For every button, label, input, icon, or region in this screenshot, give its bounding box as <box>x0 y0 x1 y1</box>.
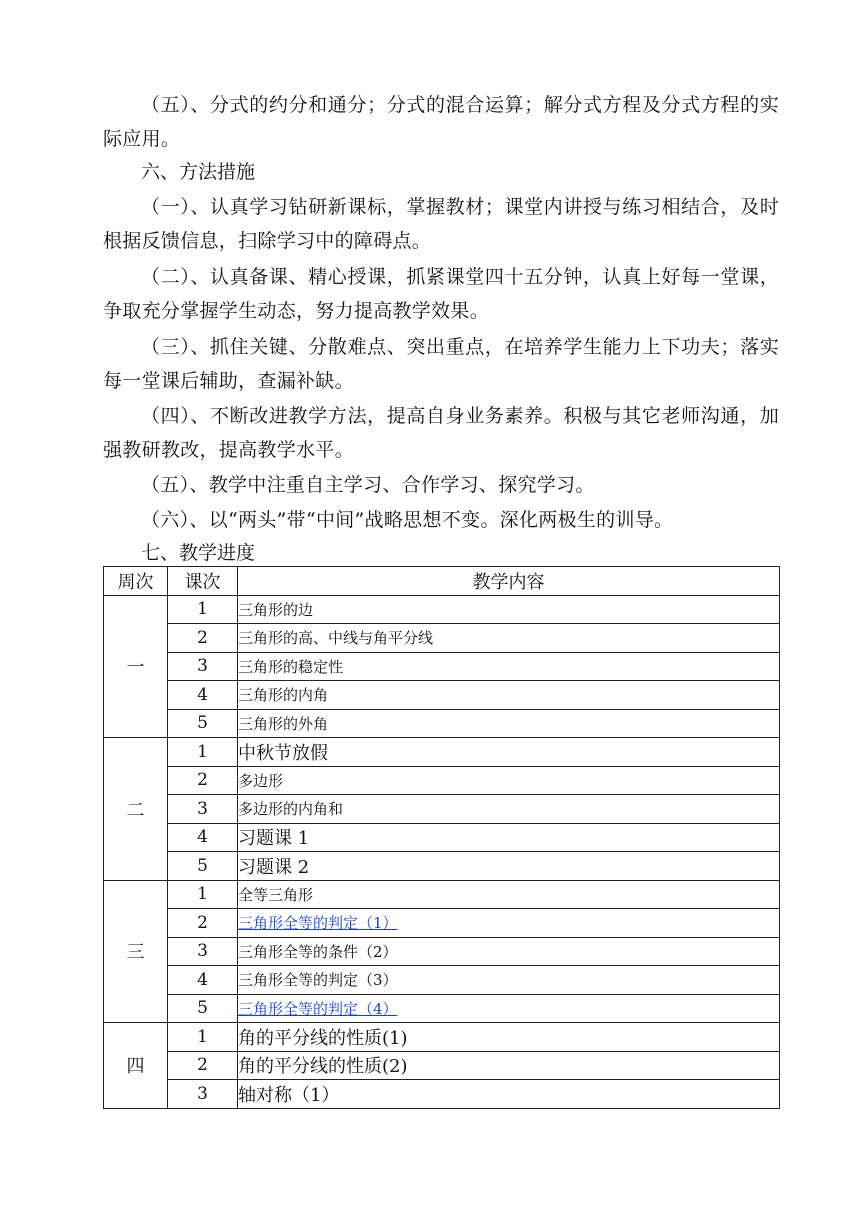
lesson-content: 轴对称（1） <box>238 1080 780 1109</box>
table-row <box>104 709 780 738</box>
table-header-row <box>104 567 780 596</box>
lesson-number: 5 <box>168 994 238 1023</box>
lesson-number: 5 <box>168 709 238 738</box>
lesson-number: 1 <box>168 1023 238 1052</box>
week-cell: 一 <box>104 595 168 738</box>
lesson-number: 1 <box>168 595 238 624</box>
heading-progress: 七、教学进度 <box>141 542 256 564</box>
paragraph-method-3: （三）、抓住关键、分散难点、突出重点，在培养学生能力上下功夫；落实每一堂课后辅助，查漏补缺。 <box>103 336 779 392</box>
lesson-content-cell <box>238 994 780 1023</box>
table-row <box>104 766 780 795</box>
lesson-content: 三角形全等的条件（2） <box>238 937 780 966</box>
lesson-content: 习题课 2 <box>238 852 780 881</box>
lesson-number: 4 <box>168 823 238 852</box>
lesson-content: 角的平分线的性质(2) <box>238 1051 780 1080</box>
lesson-content: 三角形的内角 <box>238 681 780 710</box>
table-row <box>104 738 780 767</box>
lesson-number: 1 <box>168 738 238 767</box>
lesson-content: 三角形的外角 <box>238 709 780 738</box>
lesson-content: 习题课 1 <box>238 823 780 852</box>
lesson-number: 3 <box>168 795 238 824</box>
lesson-number: 5 <box>168 852 238 881</box>
lesson-link[interactable]: 三角形全等的判定（4） <box>238 999 398 1018</box>
lesson-content-cell <box>238 909 780 938</box>
table-row <box>104 795 780 824</box>
table-row <box>104 994 780 1023</box>
lesson-number: 2 <box>168 766 238 795</box>
table-row <box>104 937 780 966</box>
teaching-schedule-table <box>103 566 780 1109</box>
table-row <box>104 966 780 995</box>
paragraph-method-1: （一）、认真学习钻研新课标，掌握教材；课堂内讲授与练习相结合，及时根据反馈信息，扫除学习中的障碍点。 <box>103 196 779 252</box>
lesson-content: 全等三角形 <box>238 880 780 909</box>
paragraph-method-4: （四）、不断改进教学方法，提高自身业务素养。积极与其它老师沟通，加强教研教改，提高教学水平。 <box>103 405 779 461</box>
lesson-content: 三角形全等的判定（3） <box>238 966 780 995</box>
paragraph-method-2: （二）、认真备课、精心授课，抓紧课堂四十五分钟，认真上好每一堂课，争取充分掌握学生动态，努力提高教学效果。 <box>103 266 779 322</box>
lesson-number: 1 <box>168 880 238 909</box>
lesson-number: 2 <box>168 624 238 653</box>
header-week: 周次 <box>104 567 168 596</box>
paragraph-fraction-topics: （五）、分式的约分和通分；分式的混合运算；解分式方程及分式方程的实际应用。 <box>103 94 779 150</box>
lesson-content: 多边形 <box>238 766 780 795</box>
lesson-number: 2 <box>168 1051 238 1080</box>
table-row <box>104 909 780 938</box>
table-row <box>104 652 780 681</box>
lesson-number: 3 <box>168 1080 238 1109</box>
header-content: 教学内容 <box>238 567 780 596</box>
table-row <box>104 852 780 881</box>
paragraph-method-6: （六）、以“两头”带“中间”战略思想不变。深化两极生的训导。 <box>141 509 674 531</box>
heading-methods: 六、方法措施 <box>141 161 256 183</box>
table-row <box>104 1051 780 1080</box>
paragraph-method-5: （五）、教学中注重自主学习、合作学习、探究学习。 <box>141 474 595 496</box>
lesson-content: 三角形的高、中线与角平分线 <box>238 624 780 653</box>
lesson-content: 三角形的稳定性 <box>238 652 780 681</box>
lesson-link[interactable]: 三角形全等的判定（1） <box>238 914 398 933</box>
lesson-number: 2 <box>168 909 238 938</box>
table-row <box>104 880 780 909</box>
week-cell: 三 <box>104 880 168 1023</box>
week-cell: 四 <box>104 1023 168 1109</box>
lesson-content: 三角形的边 <box>238 595 780 624</box>
table-row <box>104 1023 780 1052</box>
week-cell: 二 <box>104 738 168 881</box>
lesson-number: 4 <box>168 681 238 710</box>
lesson-content: 多边形的内角和 <box>238 795 780 824</box>
table-row <box>104 681 780 710</box>
lesson-number: 3 <box>168 652 238 681</box>
lesson-content: 角的平分线的性质(1) <box>238 1023 780 1052</box>
lesson-number: 3 <box>168 937 238 966</box>
header-lesson: 课次 <box>168 567 238 596</box>
table-row <box>104 823 780 852</box>
lesson-content: 中秋节放假 <box>238 738 780 767</box>
table-row <box>104 1080 780 1109</box>
table-row <box>104 624 780 653</box>
table-row <box>104 595 780 624</box>
lesson-number: 4 <box>168 966 238 995</box>
